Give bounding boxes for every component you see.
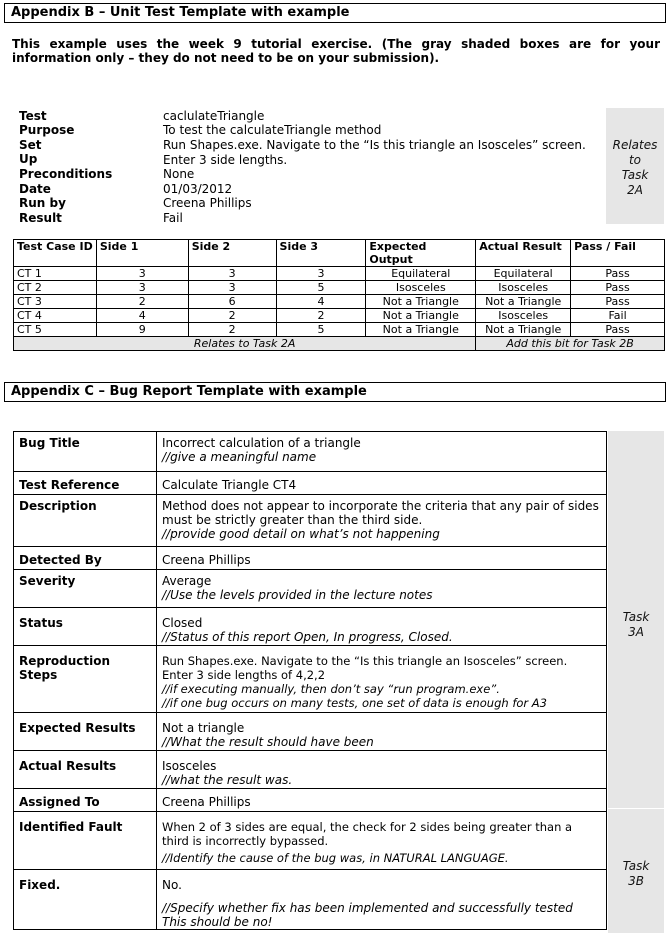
actual-comment: //what the result was. bbox=[162, 773, 293, 787]
table-row bbox=[14, 472, 607, 495]
header-side-3: Side 3 bbox=[276, 240, 366, 267]
label-severity: Severity bbox=[14, 570, 157, 608]
cell-pass-fail: Pass bbox=[571, 267, 665, 281]
table-row bbox=[14, 812, 607, 870]
cell-side1: 9 bbox=[96, 323, 188, 337]
task-3b-note bbox=[608, 859, 664, 889]
value-fixed bbox=[157, 870, 607, 930]
cell-side3: 5 bbox=[276, 323, 366, 337]
info-value-date: 01/03/2012 bbox=[163, 182, 233, 196]
value-expected-results bbox=[157, 713, 607, 751]
reproduction-comment: //if executing manually, then don’t say “run program.exe”. bbox=[162, 682, 500, 696]
label-assigned-to: Assigned To bbox=[14, 789, 157, 812]
fixed-comment: //Specify whether fix has been implemented and successfully tested bbox=[162, 901, 573, 915]
reproduction-text-2: Enter 3 side lengths of 4,2,2 bbox=[162, 668, 326, 682]
cell-expected: Not a Triangle bbox=[366, 323, 476, 337]
cell-side1: 3 bbox=[96, 267, 188, 281]
unit-test-table bbox=[13, 239, 665, 351]
task-divider bbox=[608, 808, 664, 809]
cell-pass-fail: Pass bbox=[571, 323, 665, 337]
actual-text: Isosceles bbox=[162, 759, 217, 773]
cell-side1: 4 bbox=[96, 309, 188, 323]
value-description bbox=[157, 495, 607, 547]
info-value-setup-2: Enter 3 side lengths. bbox=[163, 153, 288, 167]
cell-pass-fail: Pass bbox=[571, 295, 665, 309]
value-bug-title bbox=[157, 432, 607, 472]
cell-side2: 6 bbox=[188, 295, 276, 309]
bug-title-text: Incorrect calculation of a triangle bbox=[162, 436, 361, 450]
task-side-column bbox=[608, 431, 664, 933]
table-row bbox=[14, 646, 607, 713]
appendix-b-heading: Appendix B – Unit Test Template with example bbox=[4, 3, 666, 23]
table-row bbox=[14, 495, 607, 547]
cell-side1: 2 bbox=[96, 295, 188, 309]
unit-table-header-row bbox=[14, 240, 665, 267]
value-detected-by: Creena Phillips bbox=[157, 547, 607, 570]
fixed-comment-2: This should be no! bbox=[162, 915, 273, 929]
table-row bbox=[14, 608, 607, 646]
relates-line-4: 2A bbox=[627, 183, 643, 197]
table-row bbox=[14, 713, 607, 751]
info-value-setup: Run Shapes.exe. Navigate to the “Is this triangle an Isosceles” screen. bbox=[163, 138, 586, 152]
value-severity bbox=[157, 570, 607, 608]
info-label-preconditions: Preconditions bbox=[19, 167, 113, 181]
label-actual-results: Actual Results bbox=[14, 751, 157, 789]
cell-id: CT 4 bbox=[14, 309, 97, 323]
cell-side3: 3 bbox=[276, 267, 366, 281]
cell-actual: Not a Triangle bbox=[476, 323, 571, 337]
cell-actual: Isosceles bbox=[476, 309, 571, 323]
value-status bbox=[157, 608, 607, 646]
relates-line-3: Task bbox=[621, 168, 649, 182]
cell-actual: Isosceles bbox=[476, 281, 571, 295]
table-row bbox=[14, 267, 665, 281]
cell-id: CT 5 bbox=[14, 323, 97, 337]
value-reproduction-steps bbox=[157, 646, 607, 713]
cell-expected: Isosceles bbox=[366, 281, 476, 295]
info-label-date: Date bbox=[19, 182, 51, 196]
bug-report-table bbox=[13, 431, 607, 930]
task-3a-line-2: 3A bbox=[628, 625, 644, 639]
footer-task-2b: Add this bit for Task 2B bbox=[476, 337, 665, 351]
cell-actual: Not a Triangle bbox=[476, 295, 571, 309]
description-text: Method does not appear to incorporate the criteria that any pair of sides must be strictly greater than the third side. bbox=[162, 499, 599, 527]
cell-pass-fail: Fail bbox=[571, 309, 665, 323]
info-label-test: Test bbox=[19, 109, 47, 123]
info-value-preconditions: None bbox=[163, 167, 195, 181]
severity-text: Average bbox=[162, 574, 212, 588]
info-value-test: caclulateTriangle bbox=[163, 109, 265, 123]
status-comment: //Status of this report Open, In progress, Closed. bbox=[162, 630, 453, 644]
cell-side1: 3 bbox=[96, 281, 188, 295]
table-row bbox=[14, 309, 665, 323]
cell-side3: 4 bbox=[276, 295, 366, 309]
header-expected-output: Expected Output bbox=[366, 240, 476, 267]
task-3a-line-1: Task bbox=[622, 610, 650, 624]
table-row bbox=[14, 281, 665, 295]
info-label-purpose: Purpose bbox=[19, 123, 75, 137]
task-3b-line-2: 3B bbox=[628, 874, 644, 888]
table-row bbox=[14, 751, 607, 789]
reproduction-comment-2: //if one bug occurs on many tests, one set of data is enough for A3 bbox=[162, 696, 547, 710]
cell-side2: 3 bbox=[188, 281, 276, 295]
label-expected-results: Expected Results bbox=[14, 713, 157, 751]
label-status: Status bbox=[14, 608, 157, 646]
footer-relates-2a: Relates to Task 2A bbox=[14, 337, 476, 351]
info-value-purpose: To test the calculateTriangle method bbox=[163, 123, 382, 137]
label-bug-title: Bug Title bbox=[14, 432, 157, 472]
info-label-runby: Run by bbox=[19, 196, 66, 210]
unit-table-footer-row bbox=[14, 337, 665, 351]
label-detected-by: Detected By bbox=[14, 547, 157, 570]
header-side-1: Side 1 bbox=[96, 240, 188, 267]
cell-side2: 3 bbox=[188, 267, 276, 281]
fault-comment: //Identify the cause of the bug was, in NATURAL LANGUAGE. bbox=[162, 851, 509, 865]
cell-side2: 2 bbox=[188, 309, 276, 323]
label-description: Description bbox=[14, 495, 157, 547]
header-actual-result: Actual Result bbox=[476, 240, 571, 267]
cell-side3: 5 bbox=[276, 281, 366, 295]
cell-pass-fail: Pass bbox=[571, 281, 665, 295]
header-test-case-id: Test Case ID bbox=[14, 240, 97, 267]
table-row bbox=[14, 547, 607, 570]
label-test-reference: Test Reference bbox=[14, 472, 157, 495]
label-fixed: Fixed. bbox=[14, 870, 157, 930]
cell-expected: Equilateral bbox=[366, 267, 476, 281]
table-row bbox=[14, 570, 607, 608]
table-row bbox=[14, 295, 665, 309]
info-value-result: Fail bbox=[163, 211, 183, 225]
table-row bbox=[14, 432, 607, 472]
cell-side2: 2 bbox=[188, 323, 276, 337]
table-row bbox=[14, 789, 607, 812]
expected-comment: //What the result should have been bbox=[162, 735, 374, 749]
cell-expected: Not a Triangle bbox=[366, 295, 476, 309]
table-row bbox=[14, 323, 665, 337]
info-label-setup: Set Up bbox=[19, 138, 42, 166]
description-comment: //provide good detail on what’s not happening bbox=[162, 527, 440, 541]
relates-task-2a-note bbox=[606, 108, 664, 224]
relates-line-1: Relates bbox=[612, 138, 658, 152]
relates-line-2: to bbox=[628, 153, 642, 167]
cell-id: CT 1 bbox=[14, 267, 97, 281]
cell-side3: 2 bbox=[276, 309, 366, 323]
header-pass-fail: Pass / Fail bbox=[571, 240, 665, 267]
fixed-text: No. bbox=[162, 878, 182, 892]
cell-actual: Equilateral bbox=[476, 267, 571, 281]
appendix-c-heading: Appendix C – Bug Report Template with example bbox=[4, 382, 666, 402]
cell-id: CT 3 bbox=[14, 295, 97, 309]
info-label-result: Result bbox=[19, 211, 62, 225]
task-3b-line-1: Task bbox=[622, 859, 650, 873]
label-identified-fault: Identified Fault bbox=[14, 812, 157, 870]
table-row bbox=[14, 870, 607, 930]
expected-text: Not a triangle bbox=[162, 721, 245, 735]
reproduction-text: Run Shapes.exe. Navigate to the “Is this triangle an Isosceles” screen. bbox=[162, 654, 568, 668]
header-side-2: Side 2 bbox=[188, 240, 276, 267]
label-reproduction-steps: Reproduction Steps bbox=[14, 646, 157, 713]
value-identified-fault bbox=[157, 812, 607, 870]
value-assigned-to: Creena Phillips bbox=[157, 789, 607, 812]
severity-comment: //Use the levels provided in the lecture notes bbox=[162, 588, 433, 602]
value-actual-results bbox=[157, 751, 607, 789]
cell-id: CT 2 bbox=[14, 281, 97, 295]
task-3a-note bbox=[608, 610, 664, 640]
value-test-reference: Calculate Triangle CT4 bbox=[157, 472, 607, 495]
cell-expected: Not a Triangle bbox=[366, 309, 476, 323]
info-value-runby: Creena Phillips bbox=[163, 196, 252, 210]
appendix-b-intro: This example uses the week 9 tutorial exercise. (The gray shaded boxes are for your information only – they do not need to be on your submission). bbox=[12, 37, 660, 65]
status-text: Closed bbox=[162, 616, 203, 630]
bug-title-comment: //give a meaningful name bbox=[162, 450, 317, 464]
fault-text: When 2 of 3 sides are equal, the check for 2 sides being greater than a third is incorrectly bypassed. bbox=[162, 820, 573, 848]
